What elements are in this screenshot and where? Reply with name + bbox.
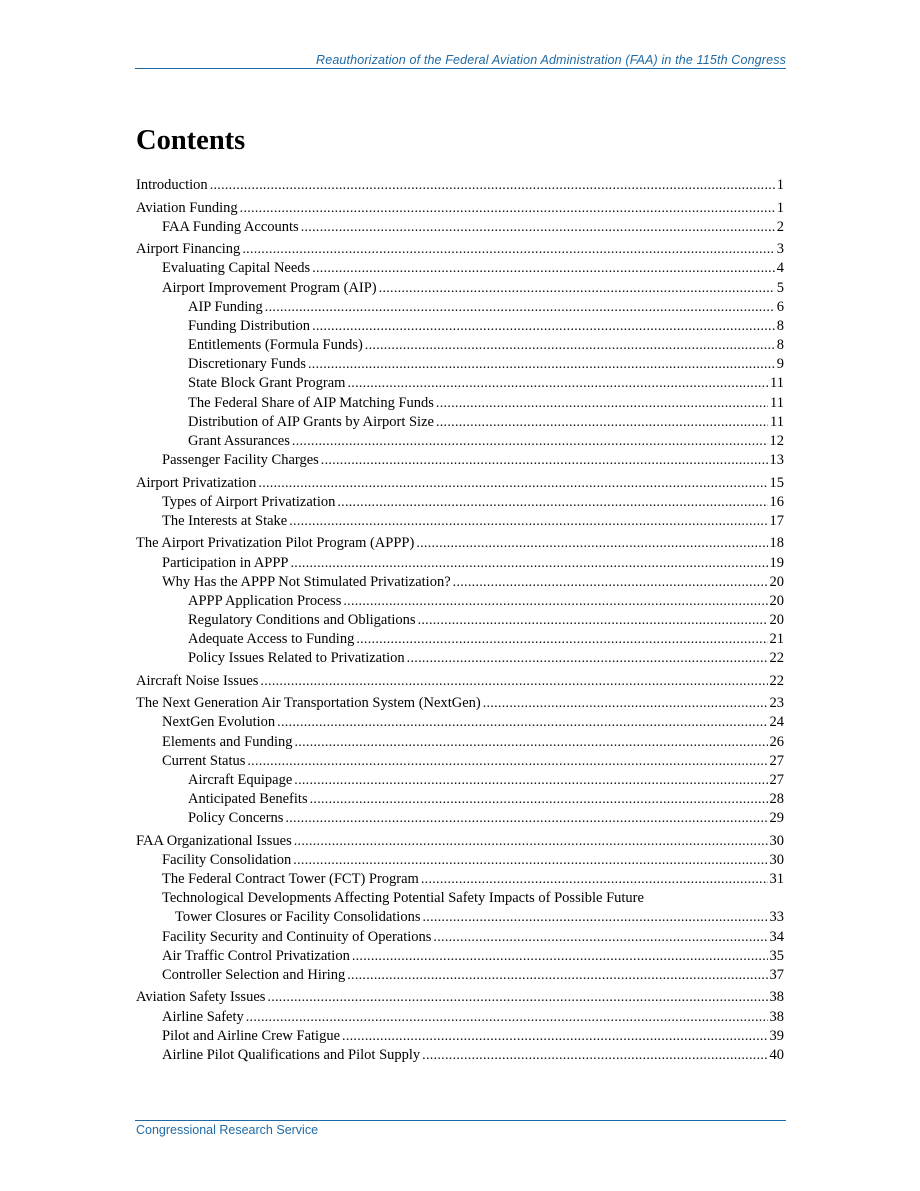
toc-entry-title: APPP Application Process (188, 592, 342, 609)
contents-heading: Contents (136, 125, 246, 156)
toc-entry-page-number: 29 (769, 810, 784, 827)
toc-entry[interactable] (136, 176, 784, 195)
toc-dot-leader (365, 336, 775, 355)
toc-entry-title: Participation in APPP (162, 554, 289, 571)
toc-dot-leader (247, 752, 767, 771)
toc-dot-leader (308, 355, 775, 374)
toc-entry-page-number: 22 (769, 672, 784, 689)
toc-dot-leader (246, 1008, 768, 1027)
toc-entry[interactable] (136, 355, 784, 374)
toc-dot-leader (343, 592, 767, 611)
toc-entry[interactable] (136, 394, 784, 413)
toc-dot-leader (407, 649, 768, 668)
toc-dot-leader (242, 240, 774, 259)
toc-entry-title: Distribution of AIP Grants by Airport Size (188, 413, 434, 430)
toc-entry-page-number: 16 (769, 493, 784, 510)
toc-entry-title: Pilot and Airline Crew Fatigue (162, 1027, 341, 1044)
toc-entry-title: Policy Concerns (188, 810, 284, 827)
toc-entry-page-number: 20 (769, 592, 784, 609)
toc-dot-leader (453, 573, 768, 592)
toc-entry-page-number: 20 (769, 612, 784, 629)
footer-publisher: Congressional Research Service (136, 1123, 319, 1137)
toc-entry[interactable] (136, 733, 784, 752)
toc-entry[interactable] (136, 298, 784, 317)
toc-entry-title: Facility Consolidation (162, 851, 292, 868)
toc-entry-page-number: 26 (769, 733, 784, 750)
toc-entry[interactable] (136, 336, 784, 355)
toc-dot-leader (379, 279, 775, 298)
toc-entry-title: AIP Funding (188, 298, 263, 315)
toc-entry[interactable] (136, 451, 784, 470)
toc-dot-leader (295, 733, 768, 752)
toc-dot-leader (293, 851, 767, 870)
toc-entry-title: Airport Improvement Program (AIP) (162, 279, 377, 296)
toc-dot-leader (312, 317, 775, 336)
toc-entry-page-number: 8 (776, 317, 784, 334)
toc-entry-title: Aviation Funding (136, 199, 238, 216)
toc-entry-page-number: 22 (769, 650, 784, 667)
toc-entry-title: Airline Pilot Qualifications and Pilot Supply (162, 1046, 421, 1063)
toc-entry-page-number: 21 (769, 631, 784, 648)
toc-entry[interactable] (136, 474, 784, 493)
toc-dot-leader (337, 493, 767, 512)
toc-entry-page-number: 17 (769, 512, 784, 529)
toc-entry[interactable] (136, 649, 784, 668)
toc-entry-title: Introduction (136, 177, 208, 194)
toc-entry[interactable] (136, 630, 784, 649)
toc-dot-leader (347, 374, 768, 393)
running-header: Reauthorization of the Federal Aviation Administration (FAA) in the 115th Congress (316, 53, 786, 67)
toc-entry[interactable] (136, 1046, 784, 1065)
toc-entry-page-number: 6 (776, 298, 784, 315)
toc-entry-page-number: 39 (769, 1027, 784, 1044)
toc-entry[interactable] (136, 790, 784, 809)
toc-entry-title: Grant Assurances (188, 433, 290, 449)
toc-dot-leader (301, 218, 775, 237)
toc-entry[interactable] (136, 694, 784, 713)
toc-entry-title: Policy Issues Related to Privatization (188, 650, 405, 667)
toc-dot-leader (483, 694, 768, 713)
toc-dot-leader (436, 413, 768, 432)
toc-entry-title: FAA Organizational Issues (136, 832, 292, 849)
toc-entry-title: Tower Closures or Facility Consolidations (175, 909, 421, 926)
toc-entry-title: Controller Selection and Hiring (162, 967, 346, 983)
toc-entry[interactable] (136, 413, 784, 432)
toc-entry-title: Air Traffic Control Privatization (162, 947, 350, 964)
toc-entry-page-number: 15 (769, 474, 784, 491)
toc-entry-page-number: 8 (776, 337, 784, 354)
toc-entry-title: Types of Airport Privatization (162, 493, 336, 510)
toc-dot-leader (292, 432, 768, 451)
toc-entry-page-number: 1 (776, 177, 784, 194)
toc-dot-leader (422, 908, 767, 927)
toc-entry-page-number: 38 (769, 989, 784, 1006)
toc-entry-page-number: 30 (769, 851, 784, 868)
toc-entry-page-number: 35 (769, 947, 784, 964)
toc-dot-leader (210, 176, 775, 195)
toc-entry[interactable] (136, 851, 784, 870)
toc-dot-leader (260, 672, 767, 691)
toc-entry-title: Regulatory Conditions and Obligations (188, 612, 416, 629)
toc-entry[interactable] (136, 889, 784, 927)
toc-entry-title: Current Status (162, 752, 246, 769)
toc-entry[interactable] (136, 966, 784, 985)
toc-entry-page-number: 27 (769, 771, 784, 788)
toc-entry-title: Airport Financing (136, 241, 241, 258)
toc-dot-leader (294, 771, 767, 790)
toc-dot-leader (291, 554, 768, 573)
toc-entry[interactable] (136, 1008, 784, 1027)
toc-entry-page-number: 13 (769, 452, 784, 469)
toc-entry[interactable] (136, 592, 784, 611)
toc-entry[interactable] (136, 199, 784, 218)
toc-dot-leader (342, 1027, 767, 1046)
toc-entry-page-number: 40 (769, 1046, 784, 1063)
toc-dot-leader (347, 966, 767, 985)
toc-entry[interactable] (136, 809, 784, 828)
toc-dot-leader (285, 809, 767, 828)
toc-entry[interactable] (136, 672, 784, 691)
toc-entry-page-number: 1 (776, 199, 784, 216)
toc-entry[interactable] (136, 573, 784, 592)
toc-dot-leader (267, 988, 767, 1007)
toc-entry-title: Technological Developments Affecting Potential Safety Impacts of Possible Future (162, 890, 644, 907)
toc-entry-page-number: 34 (769, 928, 784, 945)
toc-entry[interactable] (136, 1027, 784, 1046)
toc-entry-page-number: 30 (769, 832, 784, 849)
toc-entry-title: Aviation Safety Issues (136, 989, 266, 1006)
toc-dot-leader (356, 630, 767, 649)
toc-entry[interactable] (136, 611, 784, 630)
toc-entry[interactable] (136, 512, 784, 531)
toc-entry-page-number: 19 (769, 554, 784, 571)
toc-entry-page-number: 11 (770, 375, 784, 392)
toc-entry-title: NextGen Evolution (162, 714, 276, 731)
toc-entry-title: State Block Grant Program (188, 375, 346, 392)
toc-entry-title: Entitlements (Formula Funds) (188, 337, 363, 354)
toc-entry[interactable] (136, 554, 784, 573)
toc-entry[interactable] (136, 832, 784, 851)
toc-entry-page-number: 37 (769, 967, 784, 983)
toc-dot-leader (416, 534, 767, 553)
toc-entry-page-number: 33 (769, 909, 784, 926)
toc-entry[interactable] (136, 928, 784, 947)
toc-entry[interactable] (136, 752, 784, 771)
toc-entry[interactable] (136, 218, 784, 237)
toc-entry[interactable] (136, 259, 784, 278)
toc-dot-leader (436, 394, 768, 413)
toc-entry-title: The Federal Contract Tower (FCT) Program (162, 871, 419, 888)
toc-entry-page-number: 9 (776, 356, 784, 373)
toc-entry[interactable] (136, 317, 784, 336)
toc-dot-leader (421, 870, 768, 889)
toc-entry-title: Passenger Facility Charges (162, 452, 319, 469)
toc-dot-leader (294, 832, 768, 851)
header-rule (135, 68, 786, 69)
toc-entry-title: FAA Funding Accounts (162, 218, 299, 235)
toc-entry[interactable] (136, 374, 784, 393)
toc-dot-leader (422, 1046, 767, 1065)
toc-entry-page-number: 23 (769, 695, 784, 712)
toc-entry-title: The Federal Share of AIP Matching Funds (188, 394, 434, 411)
toc-entry-title: Funding Distribution (188, 317, 311, 334)
toc-entry-title: Discretionary Funds (188, 356, 306, 373)
toc-dot-leader (321, 451, 768, 470)
toc-dot-leader (312, 259, 775, 278)
toc-entry-page-number: 31 (769, 871, 784, 888)
toc-entry-page-number: 2 (776, 218, 784, 235)
toc-entry-page-number: 24 (769, 714, 784, 731)
toc-entry[interactable] (136, 534, 784, 553)
table-of-contents (136, 173, 784, 1065)
toc-dot-leader (277, 713, 767, 732)
toc-entry-title: Anticipated Benefits (188, 791, 308, 808)
footer-rule (135, 1120, 786, 1121)
toc-entry[interactable] (136, 771, 784, 790)
toc-dot-leader (433, 928, 767, 947)
toc-entry[interactable] (136, 988, 784, 1007)
toc-entry-title: Airline Safety (162, 1008, 244, 1025)
toc-entry-title: The Interests at Stake (162, 512, 288, 529)
toc-entry-title: Elements and Funding (162, 733, 293, 750)
toc-entry-title: Facility Security and Continuity of Operations (162, 928, 432, 945)
toc-entry[interactable] (136, 279, 784, 298)
toc-entry-title: The Airport Privatization Pilot Program (APPP) (136, 535, 415, 552)
toc-entry-title: Aircraft Noise Issues (136, 672, 259, 689)
toc-entry-page-number: 12 (769, 433, 784, 449)
toc-entry-page-number: 4 (776, 260, 784, 277)
toc-entry[interactable] (136, 713, 784, 732)
toc-entry[interactable] (136, 240, 784, 259)
toc-entry[interactable] (136, 493, 784, 512)
toc-dot-leader (258, 474, 767, 493)
toc-dot-leader (289, 512, 767, 531)
toc-entry-page-number: 27 (769, 752, 784, 769)
toc-entry-title: Adequate Access to Funding (188, 631, 355, 648)
toc-entry-page-number: 28 (769, 791, 784, 808)
toc-dot-leader (352, 947, 768, 966)
toc-entry-page-number: 11 (770, 394, 784, 411)
toc-dot-leader (265, 298, 775, 317)
toc-dot-leader (240, 199, 775, 218)
toc-entry-page-number: 3 (776, 241, 784, 258)
toc-dot-leader (418, 611, 768, 630)
toc-entry[interactable] (136, 432, 784, 451)
toc-entry[interactable] (136, 947, 784, 966)
toc-entry-page-number: 5 (776, 279, 784, 296)
toc-dot-leader (310, 790, 768, 809)
toc-entry-page-number: 11 (770, 413, 784, 430)
toc-entry-page-number: 38 (769, 1008, 784, 1025)
toc-entry-title: Aircraft Equipage (188, 771, 293, 788)
toc-entry-page-number: 18 (769, 535, 784, 552)
toc-entry-title: Evaluating Capital Needs (162, 260, 311, 277)
toc-entry-page-number: 20 (769, 573, 784, 590)
toc-entry-title: Why Has the APPP Not Stimulated Privatization? (162, 573, 451, 590)
toc-entry-title: The Next Generation Air Transportation System (NextGen) (136, 695, 481, 712)
toc-entry[interactable] (136, 870, 784, 889)
toc-entry-title: Airport Privatization (136, 474, 257, 491)
